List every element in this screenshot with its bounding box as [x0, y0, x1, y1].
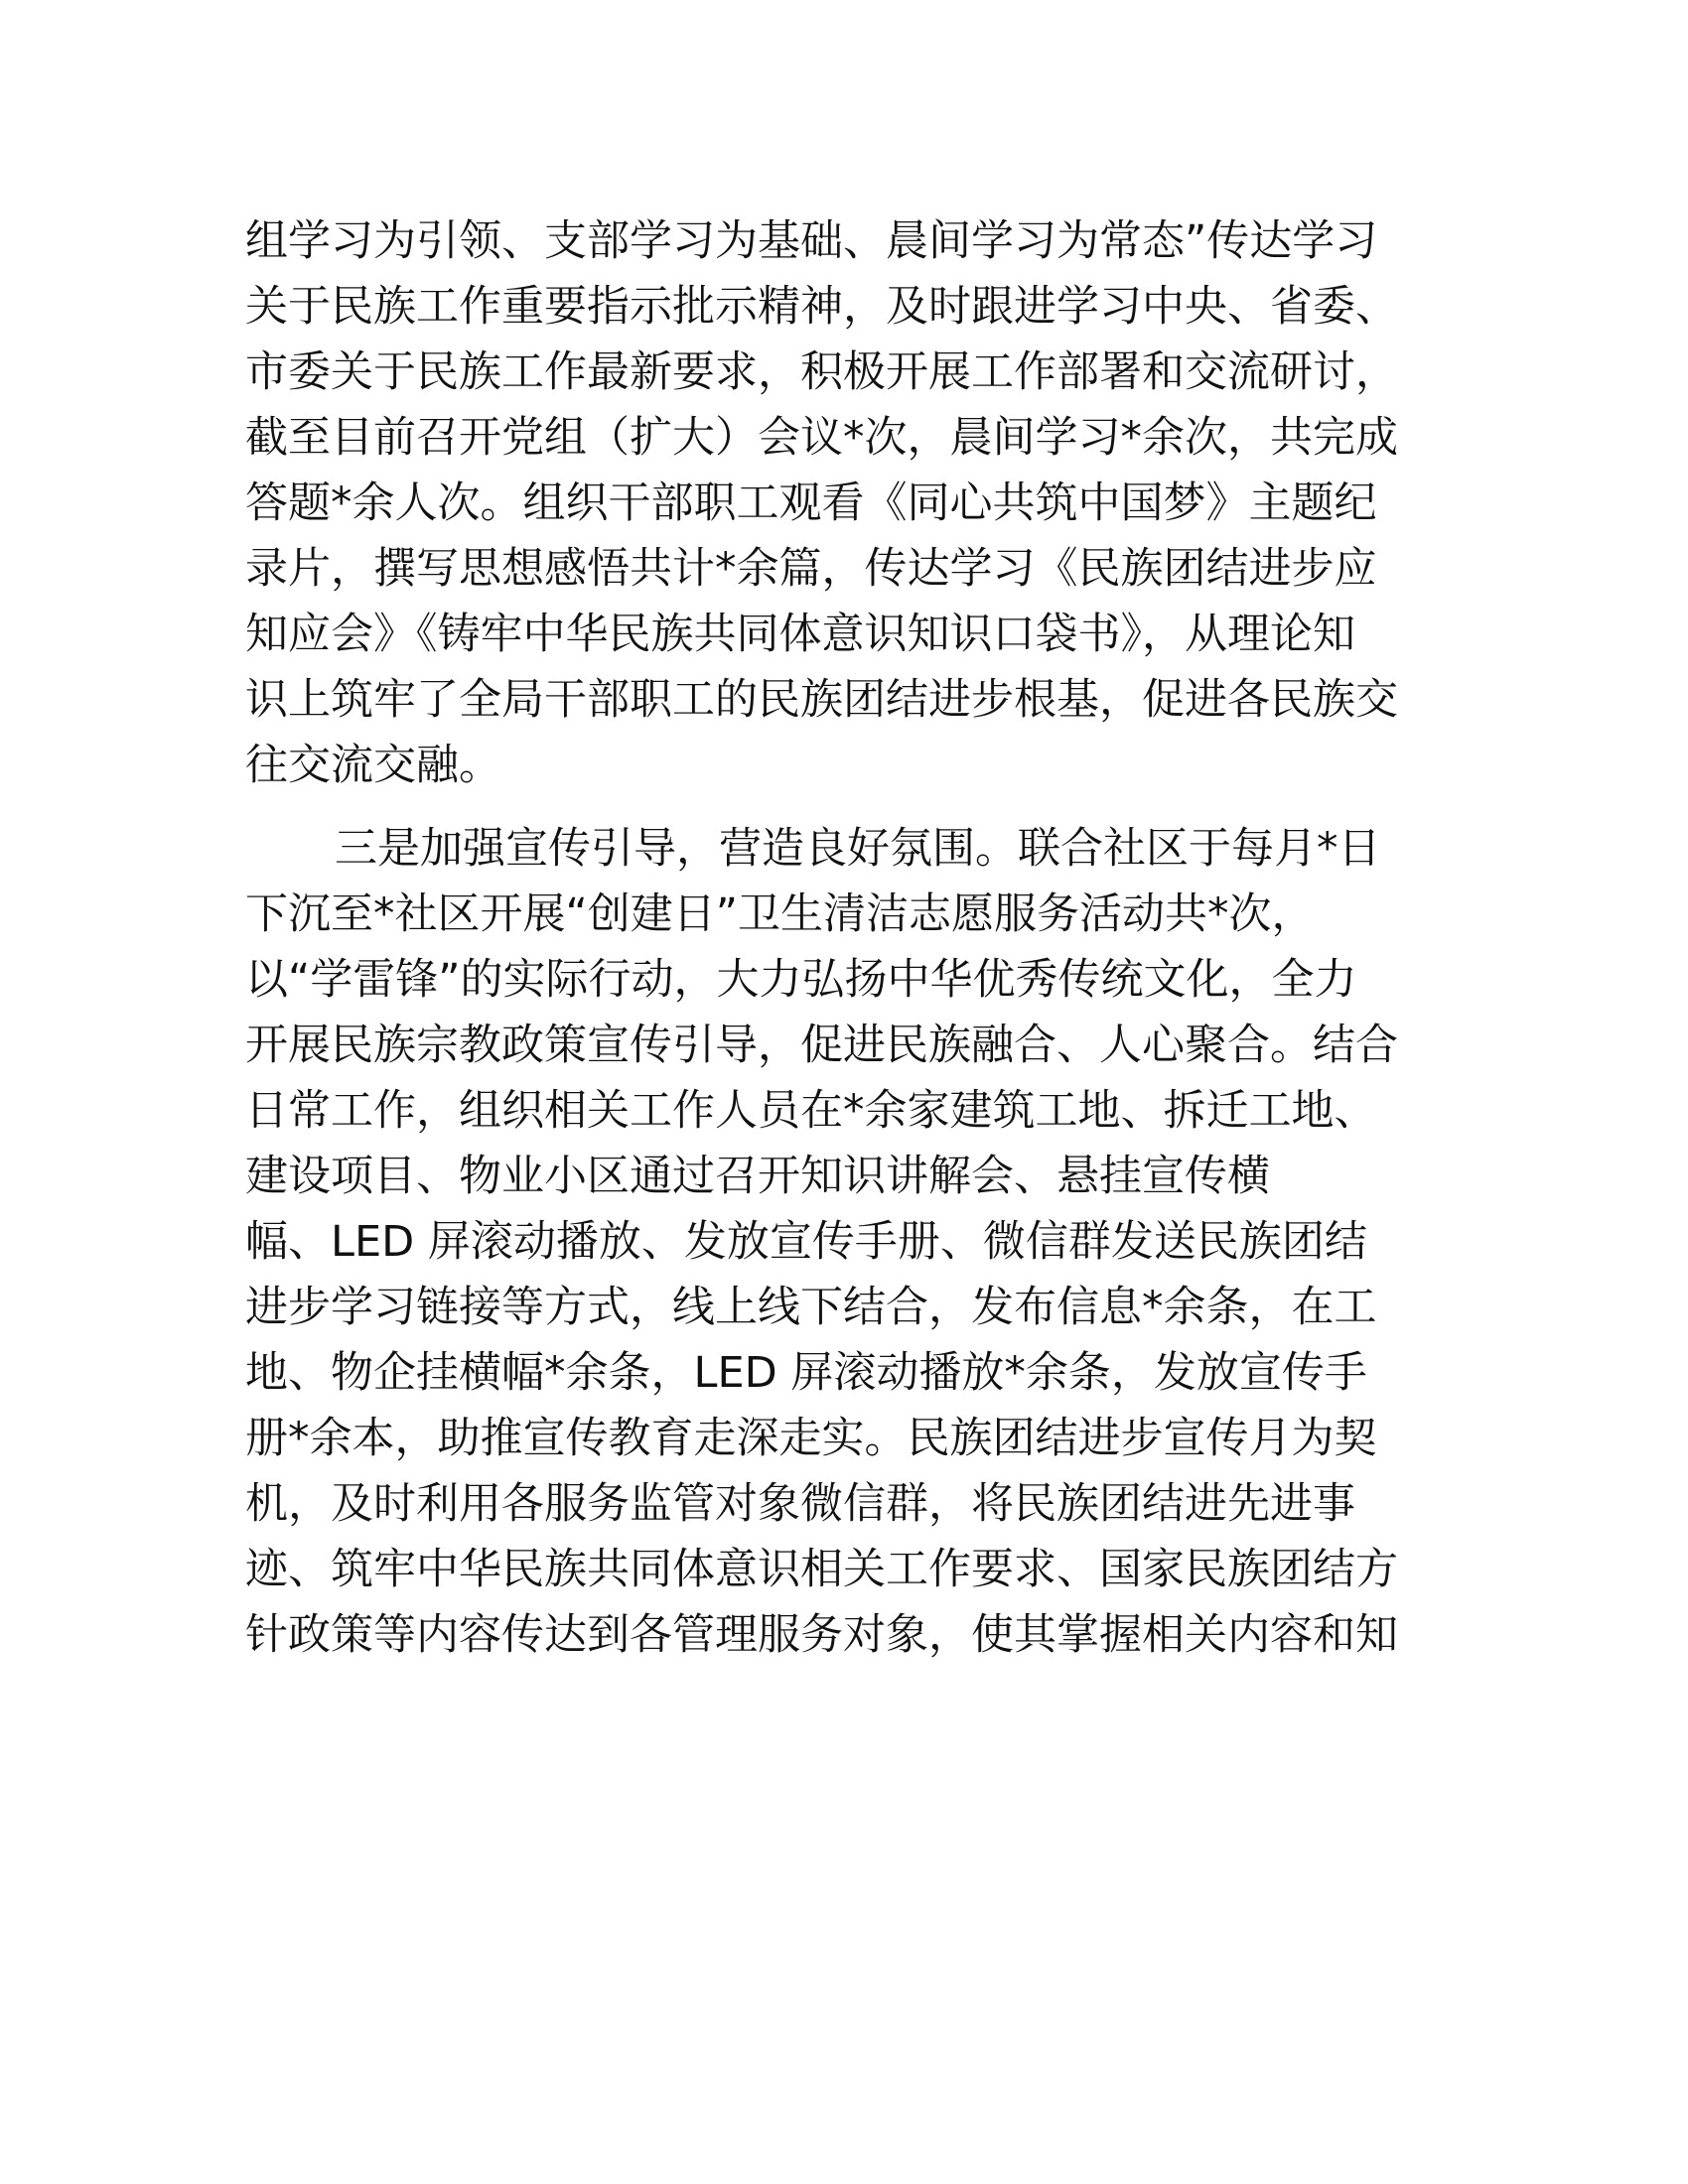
text-line: 组学习为引领、支部学习为基础、晨间学习为常态”传达学习 — [245, 216, 1378, 266]
text-line: 开展民族宗教政策宣传引导，促进民族融合、人心聚合。结合 — [245, 1021, 1398, 1070]
text-line: 关于民族工作重要指示批示精神，及时跟进学习中央、省委、 — [245, 282, 1398, 332]
text-line: 市委关于民族工作最新要求，积极开展工作部署和交流研讨， — [245, 347, 1398, 397]
text-line: 答题*余人次。组织干部职工观看《同心共筑中国梦》主题纪 — [245, 478, 1377, 528]
text-line: 幅、LED 屏滚动播放、发放宣传手册、微信群发送民族团结 — [245, 1217, 1367, 1267]
text-line: 迹、筑牢中华民族共同体意识相关工作要求、国家民族团结方 — [245, 1545, 1398, 1594]
text-line: 截至目前召开党组（扩大）会议*次，晨间学习*余次，共完成 — [245, 413, 1398, 463]
text-line: 以“学雷锋”的实际行动，大力弘扬中华优秀传统文化，全力 — [245, 955, 1357, 1005]
text-line: 知应会》《铸牢中华民族共同体意识知识口袋书》，从理论知 — [245, 610, 1355, 659]
text-line: 日常工作，组织相关工作人员在*余家建筑工地、拆迁工地、 — [245, 1086, 1377, 1136]
text-line-indented: 三是加强宣传引导，营造良好氛围。联合社区于每月*日 — [335, 824, 1381, 874]
paragraph-2 — [245, 816, 1437, 1668]
paragraph-1 — [245, 208, 1437, 798]
document-body — [245, 208, 1437, 1668]
text-line: 往交流交融。 — [245, 741, 501, 790]
paragraph-spacer — [245, 798, 1437, 816]
text-line: 地、物企挂横幅*余条，LED 屏滚动播放*余条，发放宣传手 — [245, 1348, 1367, 1398]
text-line: 机，及时利用各服务监管对象微信群，将民族团结进先进事 — [245, 1479, 1355, 1529]
text-line: 识上筑牢了全局干部职工的民族团结进步根基，促进各民族交 — [245, 675, 1398, 725]
text-line: 录片，撰写思想感悟共计*余篇，传达学习《民族团结进步应 — [245, 544, 1377, 594]
text-line: 进步学习链接等方式，线上线下结合，发布信息*余条，在工 — [245, 1283, 1377, 1332]
text-line: 建设项目、物业小区通过召开知识讲解会、悬挂宣传横 — [245, 1152, 1270, 1201]
text-line: 下沉至*社区开展“创建日”卫生清洁志愿服务活动共*次， — [245, 889, 1315, 939]
text-line: 册*余本，助推宣传教育走深走实。民族团结进步宣传月为契 — [245, 1414, 1377, 1463]
text-line: 针政策等内容传达到各管理服务对象，使其掌握相关内容和知 — [245, 1610, 1398, 1660]
